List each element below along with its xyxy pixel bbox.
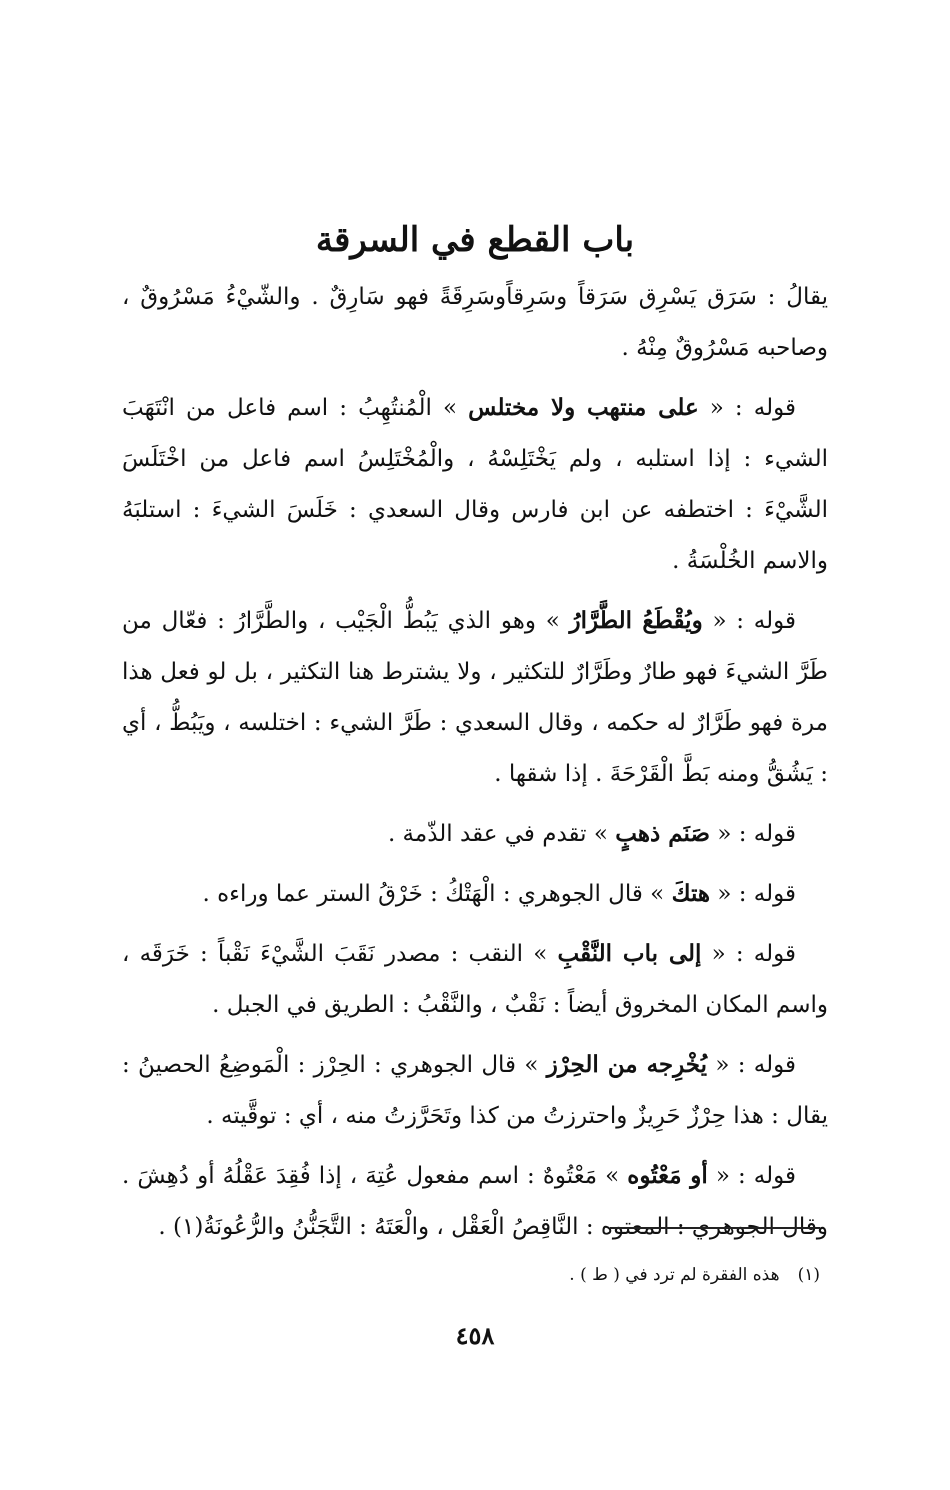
paragraph-7 bbox=[122, 1039, 828, 1142]
paragraph-6 bbox=[122, 928, 828, 1031]
paragraph-8 bbox=[122, 1150, 828, 1253]
quoted-lemma: ويُقْطَعُ الطَّرَّارُ bbox=[569, 607, 703, 634]
footnote bbox=[130, 1262, 820, 1288]
paragraph-text: » تقدم في عقد الذّمة . bbox=[387, 821, 616, 847]
footnote-text: هذه الفقرة لم ترد في ( ط ) . bbox=[569, 1265, 780, 1285]
paragraph-prefix: قوله : « bbox=[707, 1052, 796, 1078]
quoted-lemma: هتكَ bbox=[671, 880, 711, 907]
paragraph-text: » الْمُنتُهِبُ : اسم فاعل من انْتَهَبَ الشيء : إذا استلبه ، ولم يَخْتَلِسْهُ ، والْمُخْتَلِسُ اسم فاعل من اخْتَلَسَ الشَّيْءَ : اختطفه عن ابن فارس وقال السعدي : خَلَسَ الشيءَ : استلبَهُ والاسم الخُلْسَةُ . bbox=[122, 395, 828, 574]
page-body bbox=[122, 272, 828, 1261]
paragraph-prefix: قوله : « bbox=[710, 881, 796, 907]
quoted-lemma: يُخْرِجه من الحِرْز bbox=[546, 1051, 708, 1078]
paragraph-text: » قال الجوهري : الحِرْز : الْمَوضِعُ الحصينُ : يقال : هذا حِرْزٌ حَرِيزٌ واحترزتُ من كذا وتَحَرَّزتُ منه ، أي : توقَّيته . bbox=[122, 1052, 828, 1129]
paragraph-1 bbox=[122, 272, 828, 374]
paragraph-text: » النقب : مصدر نَقَبَ الشَّيْءَ نَقْباً : خَرَقَه ، واسم المكان المخروق أيضاً : نَقْبٌ ، والنَّقْبُ : الطريق في الجبل . bbox=[122, 941, 828, 1018]
paragraph-text: » وهو الذي يَبُطُّ الْجَيْب ، والطَّرَّارُ : فعّال من طَرَّ الشيءَ فهو طارٌ وطَرَّارٌ للتكثير ، ولا يشترط هنا التكثير ، بل لو فعل هذا مرة فهو طَرَّارٌ له حكمه ، وقال السعدي : طَرَّ الشيء : اختلسه ، ويَبُطُّ ، أي : يَشُقُّ ومنه بَطَّ الْقَرْحَةَ . إذا شقها . bbox=[122, 608, 828, 787]
quoted-lemma: أو مَعْتُوه bbox=[627, 1162, 708, 1189]
paragraph-prefix: قوله : « bbox=[707, 1163, 796, 1189]
paragraph-prefix: قوله : « bbox=[710, 821, 796, 847]
paragraph-prefix: قوله : « bbox=[702, 608, 796, 634]
paragraph-5 bbox=[122, 868, 828, 920]
paragraph-text: يقالُ : سَرَق يَسْرِق سَرَقاً وسَرِقاًوسَرِقَةً فهو سَارِقٌ . والشّيْءُ مَسْرُوقٌ ، وصاحبه مَسْرُوقٌ مِنْهُ . bbox=[122, 284, 828, 361]
paragraph-4 bbox=[122, 808, 828, 860]
footnote-number: (١) bbox=[797, 1265, 820, 1285]
paragraph-3 bbox=[122, 595, 828, 800]
quoted-lemma: صَنَم ذهبٍ bbox=[615, 820, 711, 847]
paragraph-text: » قال الجوهري : الْهَتْكُ : خَرْقُ الستر عما وراءه . bbox=[202, 881, 672, 907]
chapter-title: باب القطع في السرقة bbox=[315, 220, 635, 260]
quoted-lemma: إلى باب النَّقْبِ bbox=[557, 940, 702, 967]
paragraph-prefix: قوله : « bbox=[698, 395, 796, 421]
paragraph-prefix: قوله : « bbox=[701, 941, 796, 967]
paragraph-2 bbox=[122, 382, 828, 587]
quoted-lemma: على منتهب ولا مختلس bbox=[468, 394, 699, 421]
page-number: ٤٥٨ bbox=[455, 1321, 495, 1350]
footnote-divider bbox=[610, 1227, 820, 1229]
paragraph-text: » مَعْتُوهٌ : اسم مفعول عُتِهَ ، إذا فُقِدَ عَقْلُهُ أو دُهِشَ . وقال الجوهري : المعتوه : النَّاقِصُ الْعَقْل ، والْعَتَهُ : التَّجَنُّنُ والرُّعُونَةُ(١) . bbox=[122, 1163, 828, 1240]
